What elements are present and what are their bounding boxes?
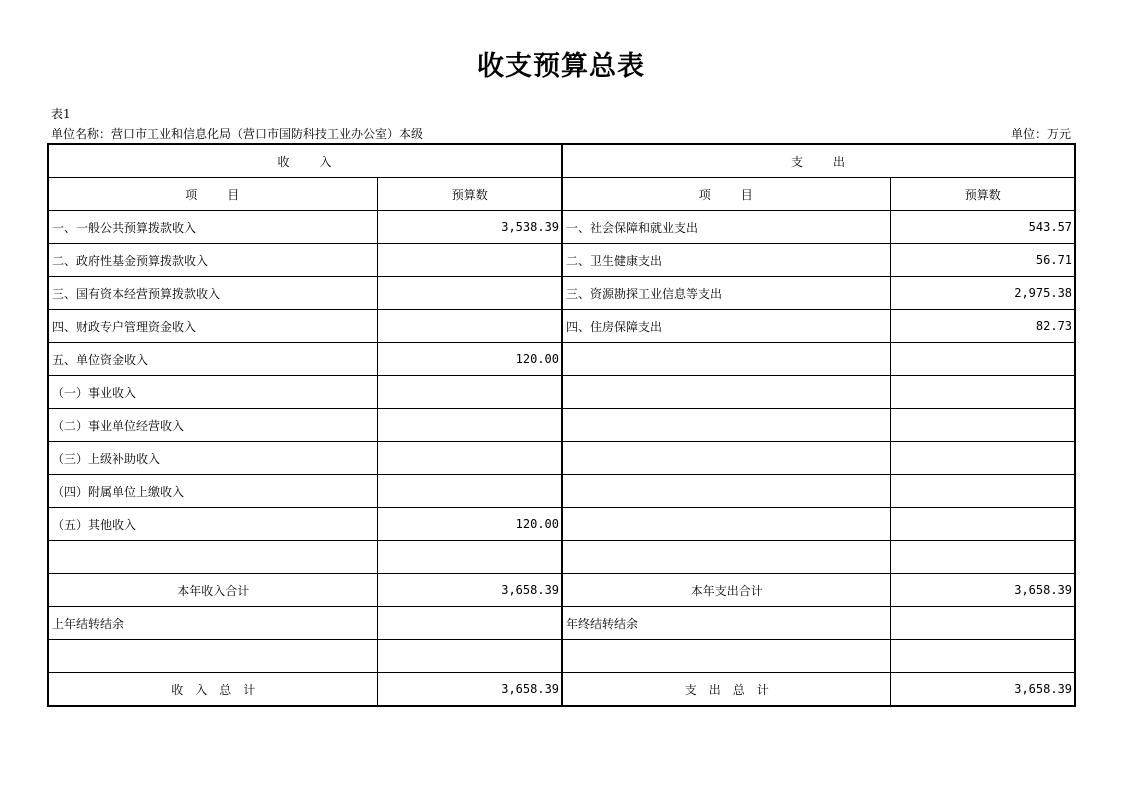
- income-item-cell: （四）附属单位上缴收入: [48, 475, 377, 508]
- table-row: [48, 376, 1075, 409]
- table-row: [48, 475, 1075, 508]
- expense-grand-total-value: 3,658.39: [890, 673, 1075, 707]
- table-row: [48, 442, 1075, 475]
- expense-value-cell: 56.71: [890, 244, 1075, 277]
- expense-carryover-value: [890, 607, 1075, 640]
- budget-summary-table: [47, 143, 1076, 707]
- income-value-cell: [377, 277, 562, 310]
- income-item-cell: 一、一般公共预算拨款收入: [48, 211, 377, 244]
- expense-item-cell: [562, 541, 890, 574]
- expense-value-cell: 2,975.38: [890, 277, 1075, 310]
- table-row: [48, 211, 1075, 244]
- expense-item-cell: 四、住房保障支出: [562, 310, 890, 343]
- table-row: [48, 409, 1075, 442]
- expense-value-cell: 82.73: [890, 310, 1075, 343]
- expense-carryover-label: 年终结转结余: [562, 607, 890, 640]
- income-budget-header: 预算数: [377, 178, 562, 211]
- table-row: [48, 541, 1075, 574]
- grand-total-row: [48, 673, 1075, 707]
- income-year-total-label: 本年收入合计: [48, 574, 377, 607]
- expense-grand-total-label: 支 出 总 计: [562, 673, 890, 707]
- income-item-cell: [48, 541, 377, 574]
- table-row: [48, 508, 1075, 541]
- income-item-cell: 五、单位资金收入: [48, 343, 377, 376]
- blank-cell: [890, 640, 1075, 673]
- expense-value-cell: [890, 343, 1075, 376]
- expense-value-cell: [890, 442, 1075, 475]
- carryover-row: [48, 607, 1075, 640]
- income-item-cell: （五）其他收入: [48, 508, 377, 541]
- expense-item-cell: 二、卫生健康支出: [562, 244, 890, 277]
- table-row: [48, 310, 1075, 343]
- expense-year-total-value: 3,658.39: [890, 574, 1075, 607]
- income-item-cell: 二、政府性基金预算拨款收入: [48, 244, 377, 277]
- expense-item-cell: [562, 376, 890, 409]
- page-title: 收支预算总表: [477, 51, 645, 82]
- expense-value-cell: [890, 376, 1075, 409]
- blank-cell: [562, 640, 890, 673]
- expense-item-cell: [562, 508, 890, 541]
- income-item-header: 项 目: [48, 178, 377, 211]
- income-item-cell: （一）事业收入: [48, 376, 377, 409]
- expense-item-cell: [562, 475, 890, 508]
- income-value-cell: [377, 244, 562, 277]
- expense-item-cell: 三、资源勘探工业信息等支出: [562, 277, 890, 310]
- expense-value-cell: 543.57: [890, 211, 1075, 244]
- unit-name: 单位名称：营口市工业和信息化局（营口市国防科技工业办公室）本级: [51, 127, 424, 141]
- income-carryover-label: 上年结转结余: [48, 607, 377, 640]
- income-value-cell: 3,538.39: [377, 211, 562, 244]
- expense-year-total-label: 本年支出合计: [562, 574, 890, 607]
- income-value-cell: [377, 442, 562, 475]
- column-header-row: [48, 178, 1075, 211]
- income-value-cell: [377, 409, 562, 442]
- income-item-cell: （二）事业单位经营收入: [48, 409, 377, 442]
- table-row: [48, 244, 1075, 277]
- income-grand-total-label: 收 入 总 计: [48, 673, 377, 707]
- income-value-cell: 120.00: [377, 343, 562, 376]
- expense-value-cell: [890, 508, 1075, 541]
- expense-section-header: 支 出: [562, 144, 1075, 178]
- expense-item-header: 项 目: [562, 178, 890, 211]
- income-value-cell: [377, 310, 562, 343]
- income-item-cell: （三）上级补助收入: [48, 442, 377, 475]
- expense-value-cell: [890, 541, 1075, 574]
- expense-item-cell: 一、社会保障和就业支出: [562, 211, 890, 244]
- blank-cell: [377, 640, 562, 673]
- income-value-cell: [377, 475, 562, 508]
- expense-item-cell: [562, 442, 890, 475]
- currency-unit: 单位：万元: [1010, 127, 1071, 141]
- income-item-cell: 三、国有资本经营预算拨款收入: [48, 277, 377, 310]
- income-value-cell: [377, 376, 562, 409]
- year-total-row: [48, 574, 1075, 607]
- expense-item-cell: [562, 343, 890, 376]
- section-header-row: [48, 144, 1075, 178]
- income-carryover-value: [377, 607, 562, 640]
- expense-value-cell: [890, 475, 1075, 508]
- table-row: [48, 343, 1075, 376]
- expense-budget-header: 预算数: [890, 178, 1075, 211]
- income-value-cell: 120.00: [377, 508, 562, 541]
- income-section-header: 收 入: [48, 144, 562, 178]
- table-number: 表1: [51, 107, 71, 121]
- income-grand-total-value: 3,658.39: [377, 673, 562, 707]
- blank-row: [48, 640, 1075, 673]
- income-year-total-value: 3,658.39: [377, 574, 562, 607]
- expense-value-cell: [890, 409, 1075, 442]
- expense-item-cell: [562, 409, 890, 442]
- table-row: [48, 277, 1075, 310]
- income-item-cell: 四、财政专户管理资金收入: [48, 310, 377, 343]
- income-value-cell: [377, 541, 562, 574]
- blank-cell: [48, 640, 377, 673]
